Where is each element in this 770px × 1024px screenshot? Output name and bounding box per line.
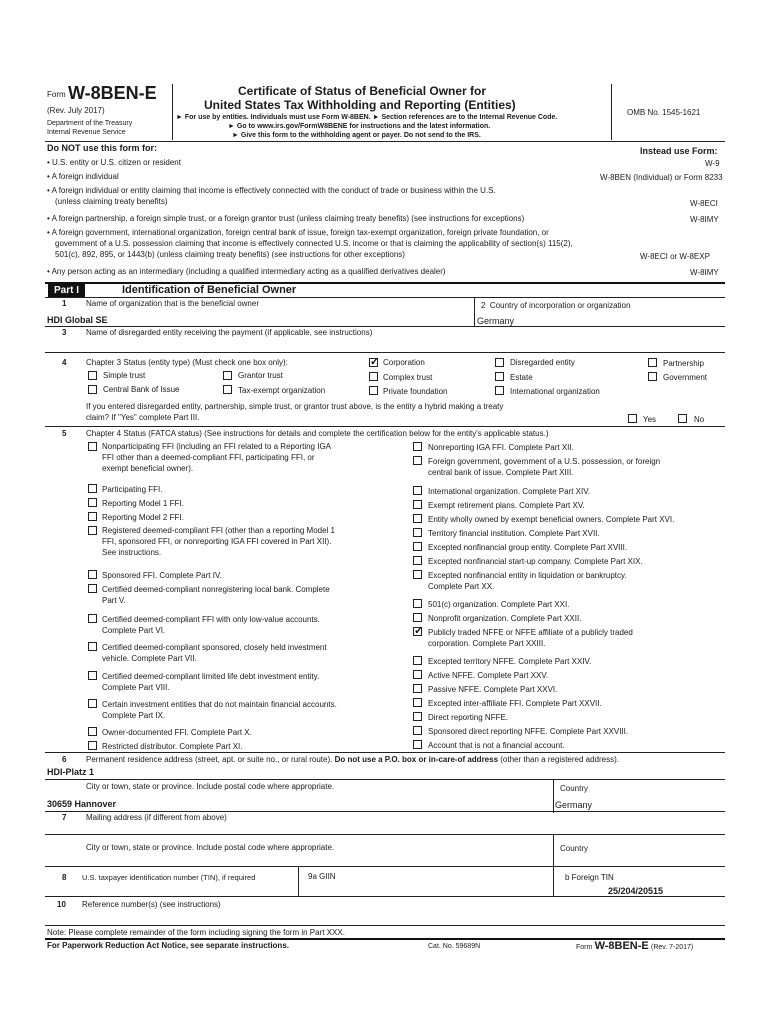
- simple-trust-label: Simple trust: [103, 371, 146, 380]
- international-org-label: International organization: [510, 387, 600, 396]
- ch4-option-label: Exempt retirement plans. Complete Part XV.: [428, 501, 585, 510]
- ch4-option-label: Excepted nonfinancial group entity. Complete Part XVIII.: [428, 543, 628, 552]
- instructions-line1: ► For use by entities. Individuals must use Form W-8BEN. ► Section references are to the Internal Revenue Code.: [176, 114, 558, 121]
- hybrid-yes-checkbox[interactable]: [628, 414, 637, 423]
- estate-checkbox[interactable]: [495, 372, 504, 381]
- ch4-checkbox[interactable]: [88, 727, 97, 736]
- ch4-option-label: Direct reporting NFFE.: [428, 713, 509, 722]
- ch4-option-label-cont: Complete Part VI.: [102, 626, 166, 635]
- ch4-checkbox[interactable]: [88, 699, 97, 708]
- line6-label: [86, 755, 619, 764]
- ch4-checkbox[interactable]: [88, 642, 97, 651]
- paperwork-notice: For Paperwork Reduction Act Notice, see separate instructions.: [47, 941, 289, 950]
- line9b-label: b Foreign TIN: [565, 873, 614, 882]
- international-org-checkbox[interactable]: [495, 386, 504, 395]
- ch4-option-label-cont: Complete Part IX.: [102, 711, 166, 720]
- city2-label: City or town, state or province. Include postal code where appropriate.: [86, 843, 335, 852]
- ch4-option-label: Nonprofit organization. Complete Part XXII.: [428, 614, 582, 623]
- ch4-option-label-cont: Part V.: [102, 596, 126, 605]
- ch4-option-label: Territory financial institution. Complete Part XVII.: [428, 529, 600, 538]
- footer-form-id: [576, 940, 693, 952]
- ch4-option-label: Excepted territory NFFE. Complete Part XXIV.: [428, 657, 592, 666]
- ch4-option-label: International organization. Complete Part XIV.: [428, 487, 591, 496]
- ch4-option-label-cont: FFI, sponsored FFI, or nonreporting IGA FFI covered in Part XII).: [102, 537, 332, 546]
- grantor-trust-label: Grantor trust: [238, 371, 283, 380]
- line6-label-b: Do not use a P.O. box or in-care-of address: [334, 755, 499, 764]
- ch4-option-label: Registered deemed-compliant FFI (other than a reporting Model 1: [102, 526, 336, 535]
- ch4-option-label: Restricted distributor. Complete Part XI.: [102, 742, 243, 751]
- address-value[interactable]: HDI-Platz 1: [47, 767, 95, 777]
- exclusion-item: • Any person acting as an intermediary (including a qualified intermediary acting as a qualified derivatives dealer): [47, 267, 446, 276]
- line-number: 6: [62, 755, 67, 764]
- country-inc-value[interactable]: Germany: [477, 316, 515, 326]
- ch4-option-label: Active NFFE. Complete Part XXV.: [428, 671, 549, 680]
- org-name-value[interactable]: HDI Global SE: [47, 315, 108, 325]
- ch4-option-label-cont: Complete Part XX.: [428, 582, 495, 591]
- ch4-option-label: Sponsored direct reporting NFFE. Complete Part XXVIII.: [428, 727, 629, 736]
- hybrid-no-label: No: [694, 415, 705, 424]
- tax-exempt-checkbox[interactable]: [223, 385, 232, 394]
- ch4-checkbox[interactable]: [88, 741, 97, 750]
- ch4-checkbox[interactable]: [413, 542, 422, 551]
- instead-use-heading: Instead use Form:: [640, 146, 718, 156]
- ch4-option-label: 501(c) organization. Complete Part XXI.: [428, 600, 570, 609]
- city-label: City or town, state or province. Include postal code where appropriate.: [86, 782, 335, 791]
- ch4-checkbox[interactable]: [413, 570, 422, 579]
- line3-label: Name of disregarded entity receiving the payment (if applicable, see instructions): [86, 328, 373, 337]
- ch4-checkbox[interactable]: [88, 526, 97, 535]
- line-number: 7: [62, 813, 67, 822]
- ch4-checkbox[interactable]: [88, 442, 97, 451]
- ch4-option-label: Participating FFI.: [102, 485, 163, 494]
- line-number: 1: [62, 299, 67, 308]
- ch4-checkbox[interactable]: [413, 528, 422, 537]
- line7-label: Mailing address (if different from above): [86, 813, 227, 822]
- omb-number: OMB No. 1545-1621: [627, 108, 701, 117]
- ch4-checkbox[interactable]: [413, 698, 422, 707]
- part-label: Part I: [48, 284, 85, 297]
- ch4-checkbox[interactable]: [413, 656, 422, 665]
- part-title: Identification of Beneficial Owner: [122, 284, 297, 296]
- ch4-checkbox[interactable]: [88, 671, 97, 680]
- line-number: 4: [62, 358, 67, 367]
- ch4-option-label: Account that is not a financial account.: [428, 741, 565, 750]
- form-title-line1: Certificate of Status of Beneficial Owner for: [238, 84, 487, 98]
- line5-label: Chapter 4 Status (FATCA status) (See instructions for details and complete the certification below for the entity's applicable status.): [86, 429, 549, 438]
- ch4-option-label: Entity wholly owned by exempt beneficial owners. Complete Part XVI.: [428, 515, 675, 524]
- footer-form-rev: (Rev. 7-2017): [650, 944, 694, 951]
- do-not-use-heading: Do NOT use this form for:: [47, 143, 157, 153]
- foreign-tin-value[interactable]: 25/204/20515: [608, 886, 664, 896]
- form-label: Form: [47, 90, 66, 99]
- footer-form-number: W-8BEN-E: [594, 940, 649, 952]
- private-foundation-checkbox[interactable]: [369, 386, 378, 395]
- ch4-option-label-cont: central bank of issue. Complete Part XIII.: [428, 468, 574, 477]
- line-number: 3: [62, 328, 67, 337]
- ch4-option-label: Excepted nonfinancial entity in liquidation or bankruptcy.: [428, 571, 627, 580]
- line4-label: Chapter 3 Status (entity type) (Must check one box only):: [86, 358, 288, 367]
- instructions-line2: ► Go to www.irs.gov/FormW8BENE for instructions and the latest information.: [228, 123, 491, 130]
- corporation-label: Corporation: [383, 358, 425, 367]
- ch4-checkbox[interactable]: [88, 484, 97, 493]
- ch4-option-label-cont: Complete Part VIII.: [102, 683, 170, 692]
- ch4-option-label: Nonreporting IGA FFI. Complete Part XII.: [428, 443, 574, 452]
- ch4-checkbox[interactable]: [413, 514, 422, 523]
- estate-label: Estate: [510, 373, 533, 382]
- agency: Internal Revenue Service: [47, 129, 126, 136]
- government-label: Government: [663, 373, 708, 382]
- line-number: 2: [481, 301, 486, 310]
- exclusion-form: W-8IMY: [690, 268, 719, 277]
- partnership-label: Partnership: [663, 359, 704, 368]
- exclusion-item: • A foreign individual or entity claiming that income is effectively connected with the conduct of trade or business within the U.S.: [47, 186, 496, 195]
- central-bank-label: Central Bank of Issue: [103, 385, 180, 394]
- exclusion-form: W-8ECI: [690, 199, 718, 208]
- country-value[interactable]: Germany: [555, 800, 593, 810]
- line-number: 8: [62, 873, 67, 882]
- ch4-option-label: Certified deemed-compliant nonregistering local bank. Complete: [102, 585, 330, 594]
- ch4-option-label-cont: exempt beneficial owner).: [102, 464, 194, 473]
- ch4-option-label-cont: vehicle. Complete Part VII.: [102, 654, 197, 663]
- line1-label: Name of organization that is the beneficial owner: [86, 299, 259, 308]
- central-bank-checkbox[interactable]: [88, 385, 97, 394]
- hybrid-no-checkbox[interactable]: [678, 414, 687, 423]
- footer-note: Note: Please complete remainder of the form including signing the form in Part XXX.: [47, 928, 345, 937]
- line-number: 10: [57, 900, 66, 909]
- line6-label-a: Permanent residence address (street, apt. or suite no., or rural route).: [86, 755, 333, 764]
- form-number: W-8BEN-E: [68, 83, 157, 103]
- ch4-option-label: Certified deemed-compliant limited life debt investment entity.: [102, 672, 320, 681]
- exclusion-form: W-9: [705, 159, 720, 168]
- form-title-line2: United States Tax Withholding and Reporting (Entities): [204, 98, 516, 112]
- complex-trust-label: Complex trust: [383, 373, 433, 382]
- partnership-checkbox[interactable]: [648, 358, 657, 367]
- exclusion-item: • A foreign government, international organization, foreign central bank of issue, foreign tax-exempt organization, foreign private foundation, or: [47, 228, 549, 237]
- ch4-checkbox[interactable]: [413, 670, 422, 679]
- ch4-checkbox[interactable]: [413, 740, 422, 749]
- ch4-option-label-cont: corporation. Complete Part XXIII.: [428, 639, 546, 648]
- ch4-checkbox[interactable]: [88, 512, 97, 521]
- grantor-trust-checkbox[interactable]: [223, 371, 232, 380]
- private-foundation-label: Private foundation: [383, 387, 448, 396]
- exclusion-item-cont: government of a U.S. possession claiming that income is effectively connected U.S. income or that is claiming the applicability of section(s) 115(2),: [55, 239, 573, 248]
- line2-label: [481, 301, 630, 310]
- footer-form-word: Form: [576, 944, 593, 951]
- ch4-option-label: Certain investment entities that do not maintain financial accounts.: [102, 700, 337, 709]
- department: Department of the Treasury: [47, 120, 133, 127]
- government-checkbox[interactable]: [648, 372, 657, 381]
- catalog-number: Cat. No. 59689N: [428, 943, 481, 950]
- ch4-checkbox[interactable]: [413, 712, 422, 721]
- ch4-option-label: Excepted nonfinancial start-up company. Complete Part XIX.: [428, 557, 643, 566]
- line10-label: Reference number(s) (see instructions): [82, 900, 221, 909]
- disregarded-label: Disregarded entity: [510, 358, 575, 367]
- exclusion-form: W-8IMY: [690, 215, 719, 224]
- exclusion-item: • A foreign individual: [47, 172, 119, 181]
- ch4-checkbox[interactable]: [413, 442, 422, 451]
- line-number: 5: [62, 429, 67, 438]
- ch4-option-label: Owner-documented FFI. Complete Part X.: [102, 728, 252, 737]
- exclusion-item: • A foreign partnership, a foreign simple trust, or a foreign grantor trust (unless claiming treaty benefits) (see instructions for exceptions): [47, 214, 525, 223]
- ch4-checkbox[interactable]: [413, 556, 422, 565]
- ch4-option-label: Sponsored FFI. Complete Part IV.: [102, 571, 222, 580]
- ch4-checkbox[interactable]: [413, 456, 422, 465]
- ch4-checkbox[interactable]: [413, 486, 422, 495]
- ch4-option-label: Certified deemed-compliant FFI with only low-value accounts.: [102, 615, 320, 624]
- instructions-line3: ► Give this form to the withholding agent or payer. Do not send to the IRS.: [232, 132, 481, 139]
- ch4-checkbox[interactable]: [413, 500, 422, 509]
- line6-label-c: (other than a registered address).: [500, 755, 619, 764]
- hybrid-question-cont: claim? If "Yes" complete Part III.: [86, 413, 200, 422]
- hybrid-question: If you entered disregarded entity, partnership, simple trust, or grantor trust above, is the entity a hybrid making a treaty: [86, 402, 504, 411]
- ch4-option-label: Passive NFFE. Complete Part XXVI.: [428, 685, 558, 694]
- exclusion-item-cont: (unless claiming treaty benefits): [55, 197, 168, 206]
- ch4-option-label: Publicly traded NFFE or NFFE affiliate of a publicly traded: [428, 628, 633, 637]
- exclusion-form: W-8BEN (Individual) or Form 8233: [600, 173, 723, 182]
- ch4-option-label: Reporting Model 2 FFI.: [102, 513, 184, 522]
- hybrid-yes-label: Yes: [643, 415, 657, 424]
- simple-trust-checkbox[interactable]: [88, 371, 97, 380]
- ch4-checkbox[interactable]: [413, 599, 422, 608]
- ch4-checkbox[interactable]: [88, 584, 97, 593]
- ch4-option-label-cont: See instructions.: [102, 548, 162, 557]
- ch4-checkbox[interactable]: [88, 614, 97, 623]
- tax-exempt-label: Tax-exempt organization: [238, 386, 326, 395]
- ch4-option-label: Certified deemed-compliant sponsored, closely held investment: [102, 643, 327, 652]
- exclusion-item: • U.S. entity or U.S. citizen or resident: [47, 158, 181, 167]
- ch4-option-label-cont: FFI other than a deemed-compliant FFI, participating FFI, or: [102, 453, 315, 462]
- ch4-option-label: Excepted inter-affiliate FFI. Complete Part XXVII.: [428, 699, 602, 708]
- exclusion-form: W-8ECI or W-8EXP: [640, 252, 710, 261]
- ch4-checkbox[interactable]: [413, 726, 422, 735]
- ch4-checkbox[interactable]: [88, 498, 97, 507]
- form-revision: (Rev. July 2017): [47, 106, 105, 115]
- ch4-option-label: Foreign government, government of a U.S. possession, or foreign: [428, 457, 661, 466]
- country2-label: Country: [560, 844, 589, 853]
- exclusion-item-cont: 501(c), 892, 895, or 1443(b) (unless claiming treaty benefits) (see instructions for other exceptions): [55, 250, 405, 259]
- ch4-checkbox[interactable]: [413, 684, 422, 693]
- country-label: Country: [560, 784, 589, 793]
- disregarded-checkbox[interactable]: [495, 358, 504, 367]
- ch4-checkbox[interactable]: [88, 570, 97, 579]
- country-inc-label: Country of incorporation or organization: [489, 301, 631, 310]
- ch4-option-label: Nonparticipating FFI (including an FFI related to a Reporting IGA: [102, 442, 331, 451]
- city-value[interactable]: 30659 Hannover: [47, 799, 117, 809]
- line9a-label: 9a GIIN: [308, 872, 336, 881]
- ch4-option-label: Reporting Model 1 FFI.: [102, 499, 184, 508]
- complex-trust-checkbox[interactable]: [369, 372, 378, 381]
- ch4-checkbox[interactable]: [413, 613, 422, 622]
- ch4-checkbox-publicly-traded[interactable]: [413, 627, 422, 636]
- line8-label: U.S. taxpayer identification number (TIN), if required: [82, 873, 256, 882]
- corporation-checkbox[interactable]: [369, 358, 378, 367]
